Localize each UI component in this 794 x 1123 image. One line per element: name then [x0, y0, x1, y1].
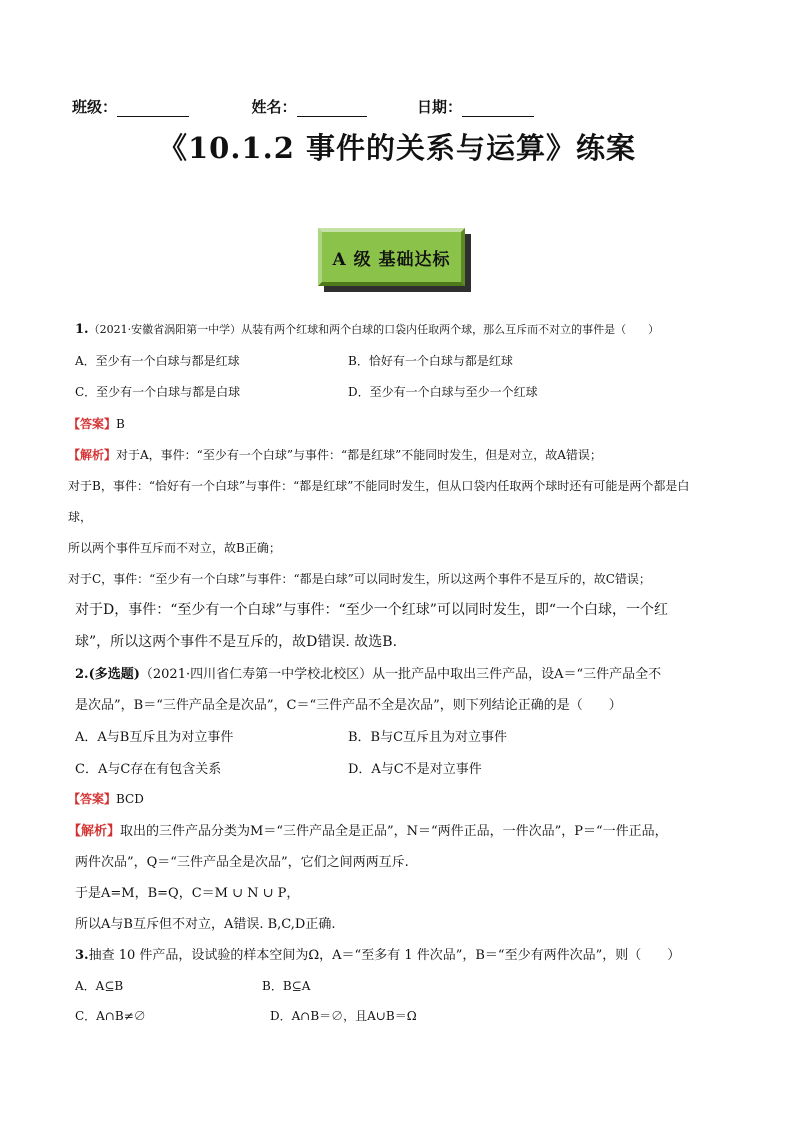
q1-analysis-line5: 对于C，事件：“至少有一个白球”与事件：“都是白球”可以同时发生，所以这两个事件不是互斥的，故C错误；	[68, 572, 651, 586]
q2-stem1: （2021·四川省仁寿第一中学校北校区）从一批产品中取出三件产品，设A＝“三件产品全不	[139, 667, 662, 682]
q3-option-d: D．A∩B＝∅，且A∪B＝Ω	[270, 1009, 417, 1023]
q2-analysis-label: 【解析】	[68, 824, 121, 839]
q1-option-b: B．恰好有一个白球与都是红球	[348, 354, 513, 368]
q2-analysis-line4: 所以A与B互斥但不对立，A错误. B,C,D正确.	[75, 917, 336, 932]
q2-analysis-line3: 于是A=M，B=Q，C＝M ∪ N ∪ P，	[75, 886, 300, 901]
level-badge	[318, 228, 471, 292]
q2-option-c: C．A与C存在有包含关系	[75, 762, 222, 777]
header-row	[72, 96, 534, 117]
q2-option-d: D．A与C不是对立事件	[348, 762, 482, 777]
name-blank[interactable]	[297, 102, 367, 117]
q1-analysis-line3: 球，	[68, 510, 93, 524]
q2-answer-label: 【答案】	[68, 792, 117, 806]
q3-stem: 抽查 10 件产品，设试验的样本空间为Ω，A＝“至多有 1 件次品”，B＝“至少有两件次品”，则（ ）	[88, 948, 681, 963]
badge-label: A 级 基础达标	[318, 228, 465, 286]
q3-option-c: C．A∩B≠∅	[75, 1009, 146, 1023]
q2-option-b: B．B与C互斥且为对立事件	[348, 730, 508, 745]
q1-analysis-text1: 对于A，事件：“至少有一个白球”与事件：“都是红球”不能同时发生，但是对立，故A错误；	[116, 448, 602, 462]
class-label: 班级：	[72, 98, 118, 116]
q2-analysis-line2: 两件次品”，Q＝“三件产品全是次品”，它们之间两两互斥.	[75, 855, 409, 870]
q2-answer-line	[68, 790, 144, 807]
q2-tag: (多选题)	[88, 667, 140, 682]
q1-analysis-line4: 所以两个事件互斥而不对立，故B正确；	[68, 541, 281, 555]
q1-number: 1.	[75, 322, 89, 337]
q2-stem-line2: 是次品”，B＝“三件产品全是次品”，C＝“三件产品不全是次品”，则下列结论正确的是（ ）	[75, 698, 622, 713]
q2-option-a: A．A与B互斥且为对立事件	[75, 730, 234, 745]
class-blank[interactable]	[117, 102, 189, 117]
page-title: 《10.1.2 事件的关系与运算》练案	[157, 131, 636, 165]
q3-option-b: B．B⊆A	[262, 979, 311, 993]
date-label: 日期：	[416, 98, 462, 116]
q3-number: 3.	[75, 948, 89, 963]
q1-option-d: D．至少有一个白球与至少一个红球	[348, 385, 538, 399]
q3-option-a: A．A⊆B	[75, 979, 124, 993]
q1-analysis-line7: 球”，所以这两个事件不是互斥的，故D错误. 故选B.	[75, 634, 398, 650]
q2-answer: BCD	[116, 792, 144, 806]
q3-stem-line	[75, 944, 680, 963]
q1-analysis-label: 【解析】	[68, 448, 117, 462]
q1-answer-line	[68, 415, 125, 432]
q2-analysis-line1	[68, 820, 668, 839]
q1-option-a: A．至少有一个白球与都是红球	[75, 354, 240, 368]
q1-option-c: C．至少有一个白球与都是白球	[75, 385, 241, 399]
q1-analysis-line1	[68, 446, 602, 463]
q1-analysis-line2: 对于B，事件：“恰好有一个白球”与事件：“都是红球”不能同时发生，但从口袋内任取两个球时还有可能是两个都是白	[68, 479, 690, 493]
q2-number: 2.	[75, 667, 89, 682]
q1-analysis-line6: 对于D，事件：“至少有一个白球”与事件：“至少一个红球”可以同时发生，即“一个白球，一个红	[75, 602, 669, 618]
name-label: 姓名：	[251, 98, 297, 116]
date-blank[interactable]	[462, 102, 534, 117]
q2-stem-line1	[75, 663, 661, 682]
q1-answer: B	[116, 417, 125, 431]
q1-answer-label: 【答案】	[68, 417, 117, 431]
q1-stem-line	[75, 321, 659, 337]
q1-stem: （2021·安徽省涡阳第一中学）从装有两个红球和两个白球的口袋内任取两个球，那么互斥而不对立的事件是（ ）	[88, 323, 660, 336]
q2-analysis-text1: 取出的三件产品分类为M＝“三件产品全是正品”，N＝“两件正品，一件次品”，P＝“一件正品，	[120, 824, 668, 839]
